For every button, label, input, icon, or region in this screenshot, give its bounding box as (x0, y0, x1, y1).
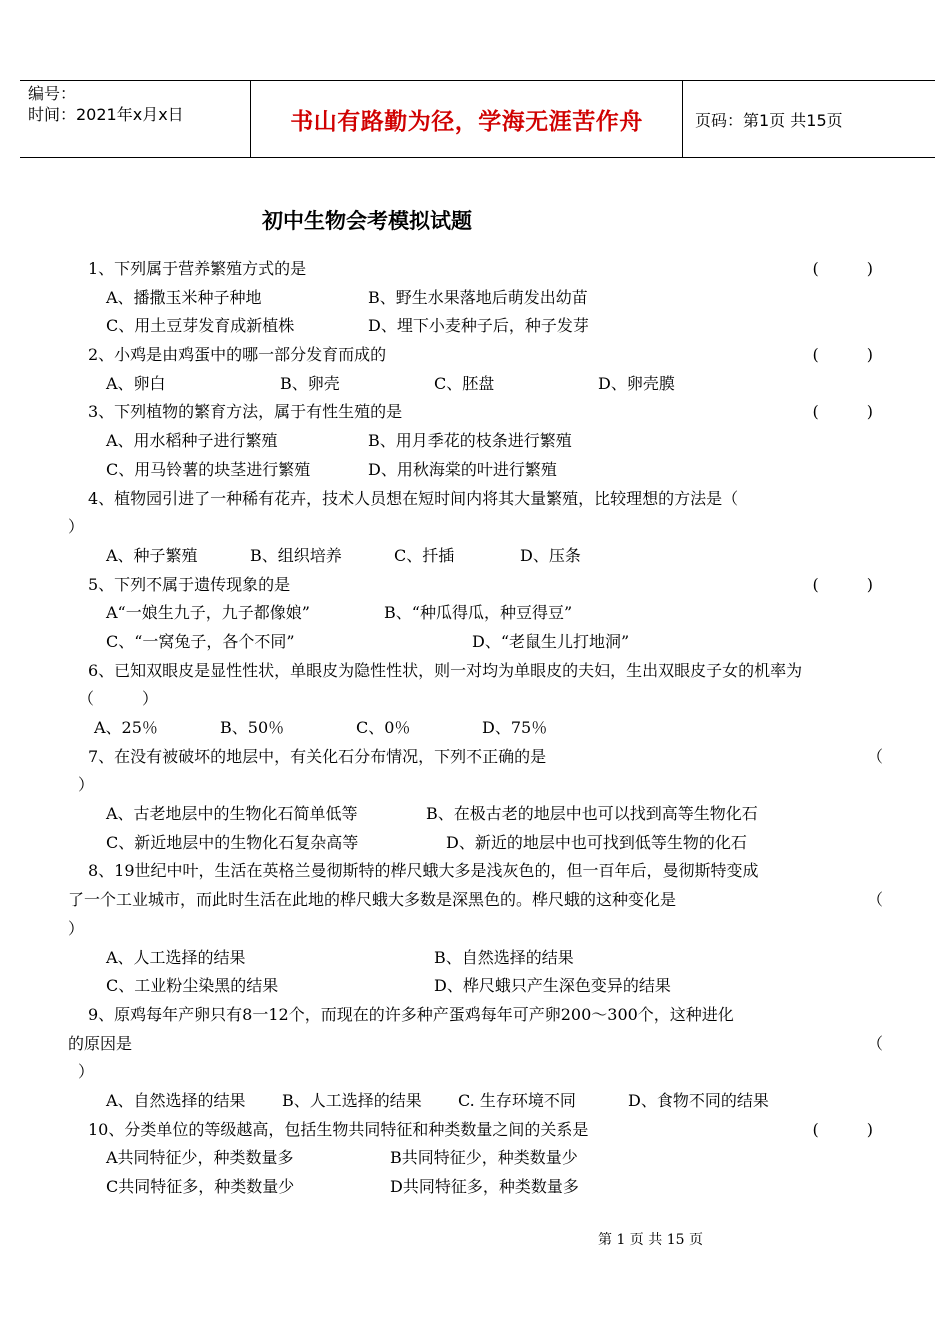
option-a: A、人工选择的结果 (106, 947, 246, 967)
option-d: D、卵壳膜 (598, 373, 675, 393)
question-1-options-cd (68, 312, 883, 341)
header-page-info: 页码：第1页 共15页 (695, 110, 843, 130)
question-6-stem: 6、已知双眼皮是显性性状，单眼皮为隐性性状，则一对均为单眼皮的夫妇，生出双眼皮子女的机率为 (88, 660, 803, 680)
answer-paren: （ (866, 746, 883, 766)
number-label: 编号： (28, 84, 77, 103)
header-meta (20, 81, 251, 157)
question-5-options-ab (68, 599, 883, 628)
option-c: C、“一窝兔子，各个不同” (106, 631, 295, 651)
option-b: B、在极古老的地层中也可以找到高等生物化石 (426, 804, 758, 824)
question-1-options-ab (68, 284, 883, 313)
question-9-stem-cont: ） (78, 1062, 95, 1082)
option-b: B、野生水果落地后萌发出幼苗 (368, 287, 588, 307)
option-d: D、新近的地层中也可找到低等生物的化石 (446, 832, 747, 852)
option-a: A共同特征少，种类数量多 (106, 1148, 294, 1168)
option-b: B、用月季花的枝条进行繁殖 (368, 431, 572, 451)
question-9-options (68, 1087, 883, 1116)
answer-paren: ( ) (812, 345, 873, 365)
option-c: C、用土豆芽发育成新植株 (106, 316, 295, 336)
question-2-stem: 2、小鸡是由鸡蛋中的哪一部分发育而成的 ( ) (68, 341, 883, 370)
question-6-options (68, 714, 883, 743)
answer-paren: ( ) (812, 402, 873, 422)
option-a: A、25％ (94, 718, 158, 737)
option-c: C、扦插 (394, 545, 455, 565)
question-7-stem: 7、在没有被破坏的地层中，有关化石分布情况，下列不正确的是 （ (68, 743, 883, 772)
option-b: B、“种瓜得瓜，种豆得豆” (384, 603, 573, 623)
question-3-options-ab (68, 427, 883, 456)
option-a: A、用水稻种子进行繁殖 (106, 431, 278, 451)
option-d: D、压条 (520, 545, 581, 565)
question-10-options-cd (68, 1173, 883, 1202)
time-label: 时间：2021年x月x日 (28, 105, 184, 124)
question-1-stem: 1、下列属于营养繁殖方式的是 ( ) (68, 255, 883, 284)
option-c: C、用马铃薯的块茎进行繁殖 (106, 459, 311, 479)
option-b: B共同特征少，种类数量少 (390, 1148, 578, 1168)
question-9-stem-line2: 的原因是 （ (68, 1030, 883, 1059)
option-b: B、卵壳 (280, 373, 340, 393)
question-8-stem-line2: 了一个工业城市，而此时生活在此地的桦尺蛾大多数是深黑色的。桦尺蛾的这种变化是 （ (68, 886, 883, 915)
option-b: B、组织培养 (250, 545, 342, 565)
answer-paren: ( ) (812, 259, 873, 278)
answer-paren: （ (866, 890, 883, 910)
option-b: B、人工选择的结果 (282, 1090, 422, 1110)
question-3-options-cd (68, 456, 883, 485)
answer-paren: ( ) (812, 574, 873, 594)
page-header (20, 80, 935, 158)
question-5-stem: 5、下列不属于遗传现象的是 ( ) (68, 571, 883, 600)
question-3-stem: 3、下列植物的繁育方法，属于有性生殖的是 ( ) (68, 398, 883, 427)
option-c: C. 生存环境不同 (458, 1090, 576, 1110)
question-4-options (68, 542, 883, 571)
option-d: D、埋下小麦种子后，种子发芽 (368, 316, 589, 336)
question-8-options-cd (68, 972, 883, 1001)
option-a: A、播撒玉米种子种地 (106, 287, 262, 307)
question-10-stem: 10、分类单位的等级越高，包括生物共同特征和种类数量之间的关系是 ( ) (68, 1116, 883, 1145)
option-d: D共同特征多，种类数量多 (390, 1177, 579, 1196)
question-8-stem: 8、19世纪中叶，生活在英格兰曼彻斯特的桦尺蛾大多是浅灰色的，但一百年后，曼彻斯特变成 (88, 861, 759, 881)
option-b: B、自然选择的结果 (434, 947, 574, 967)
option-a: A、自然选择的结果 (106, 1090, 246, 1110)
page-footer: 第 1 页 共 15 页 (598, 1232, 703, 1248)
option-c: C共同特征多，种类数量少 (106, 1177, 295, 1196)
question-8-options-ab (68, 944, 883, 973)
option-d: D、用秋海棠的叶进行繁殖 (368, 459, 557, 479)
document-title: 初中生物会考模拟试题 (262, 209, 472, 233)
option-d: D、桦尺蛾只产生深色变异的结果 (434, 976, 671, 996)
answer-paren: （ (866, 1033, 883, 1053)
question-7-stem-cont: ） (78, 775, 95, 795)
question-8-stem-cont: ） (68, 918, 85, 938)
option-c: C、胚盘 (434, 373, 495, 393)
option-b: B、50％ (220, 718, 285, 737)
question-5-options-cd (68, 628, 883, 657)
option-c: C、0％ (356, 718, 411, 737)
question-7-options-ab (68, 800, 883, 829)
option-a: A“一娘生九子，九子都像娘” (106, 603, 310, 623)
question-9-stem: 9、原鸡每年产卵只有8一12个，而现在的许多种产蛋鸡每年可产卵200～300个，这种进化 (88, 1004, 734, 1024)
question-4-stem: 4、植物园引进了一种稀有花卉，技术人员想在短时间内将其大量繁殖，比较理想的方法是（ (88, 488, 739, 508)
question-6-stem-cont: （ ） (78, 689, 159, 709)
answer-paren: ( ) (812, 1119, 873, 1139)
option-d: D、75％ (482, 718, 548, 737)
option-a: A、种子繁殖 (106, 545, 198, 565)
option-d: D、“老鼠生儿打地洞” (472, 631, 630, 651)
option-c: C、新近地层中的生物化石复杂高等 (106, 832, 359, 852)
question-list (68, 255, 883, 1202)
question-2-options (68, 370, 883, 399)
option-d: D、食物不同的结果 (628, 1090, 769, 1110)
option-c: C、工业粉尘染黑的结果 (106, 976, 279, 996)
question-10-options-ab (68, 1144, 883, 1173)
option-a: A、古老地层中的生物化石简单低等 (106, 804, 358, 824)
option-a: A、卵白 (106, 373, 166, 393)
question-7-options-cd (68, 829, 883, 858)
header-motto: 书山有路勤为径，学海无涯苦作舟 (251, 81, 683, 157)
question-4-stem-cont: ） (68, 517, 85, 537)
